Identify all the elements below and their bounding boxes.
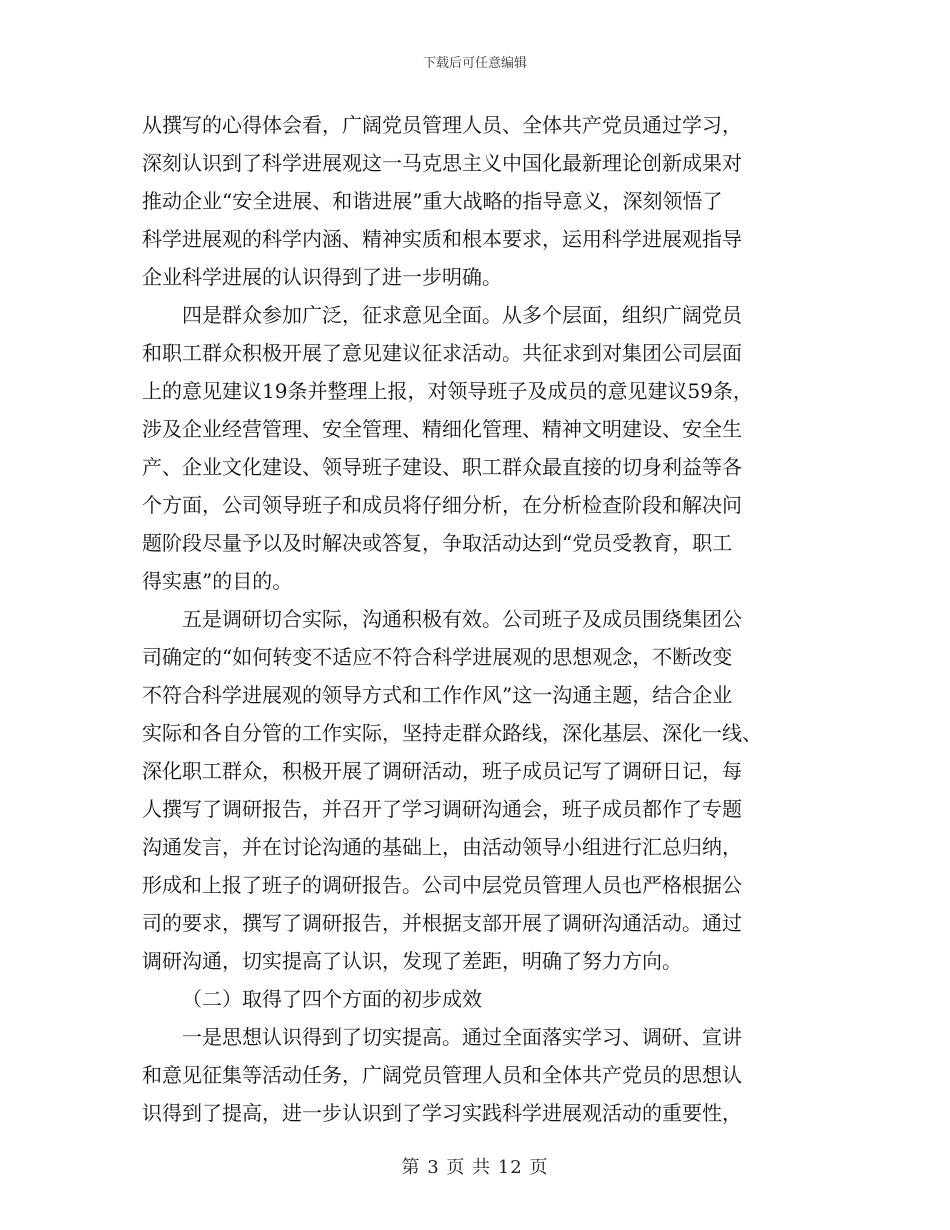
body-line: 个方面，公司领导班子和成员将仔细分析，在分析检查阶段和解决问 [142, 493, 742, 517]
body-line: 和意见征集等活动任务，广阔党员管理人员和全体共产党员的思想认 [142, 1063, 742, 1087]
body-line: 司的要求，撰写了调研报告，并根据支部开展了调研沟通活动。通过 [142, 911, 742, 935]
paragraph-start-line: 五是调研切合实际，沟通积极有效。公司班子及成员围绕集团公 [182, 607, 742, 631]
body-line: 深化职工群众，积极开展了调研活动，班子成员记写了调研日记，每 [142, 759, 742, 783]
body-line: 得实惠”的目的。 [142, 569, 293, 593]
body-line: 深刻认识到了科学进展观这一马克思主义中国化最新理论创新成果对 [142, 151, 742, 175]
body-line: 和职工群众积极开展了意见建议征求活动。共征求到对集团公司层面 [142, 341, 742, 365]
body-line: 上的意见建议19条并整理上报，对领导班子及成员的意见建议59条， [142, 379, 753, 403]
body-line: 产、企业文化建设、领导班子建设、职工群众最直接的切身利益等各 [142, 455, 742, 479]
body-line: 涉及企业经营管理、安全管理、精细化管理、精神文明建设、安全生 [142, 417, 742, 441]
body-line: 识得到了提高，进一步认识到了学习实践科学进展观活动的重要性， [142, 1101, 742, 1125]
page-header: 下载后可任意编辑 [422, 56, 527, 71]
body-line: 实际和各自分管的工作实际，坚持走群众路线，深化基层、深化一线、 [142, 721, 762, 745]
body-line: 企业科学进展的认识得到了进一步明确。 [142, 265, 502, 289]
body-line: 题阶段尽量予以及时解决或答复，争取活动达到“党员受教育，职工 [142, 531, 733, 555]
body-line: 调研沟通，切实提高了认识，发现了差距，明确了努力方向。 [142, 949, 682, 973]
body-line: 科学进展观的科学内涵、精神实质和根本要求，运用科学进展观指导 [142, 227, 742, 251]
paragraph-start-line: 四是群众参加广泛，征求意见全面。从多个层面，组织广阔党员 [182, 303, 742, 327]
body-line: 推动企业“安全进展、和谐进展”重大战略的指导意义，深刻领悟了 [142, 189, 723, 213]
paragraph-start-line: 一是思想认识得到了切实提高。通过全面落实学习、调研、宣讲 [182, 1025, 742, 1049]
section-heading: （二）取得了四个方面的初步成效 [182, 987, 482, 1011]
body-line: 形成和上报了班子的调研报告。公司中层党员管理人员也严格根据公 [142, 873, 742, 897]
document-body [142, 106, 812, 1132]
page-number-footer: 第 3 页 共 12 页 [401, 1157, 549, 1178]
body-line: 从撰写的心得体会看，广阔党员管理人员、全体共产党员通过学习， [142, 113, 742, 137]
body-line: 司确定的“如何转变不适应不符合科学进展观的思想观念，不断改变 [142, 645, 733, 669]
body-line: 沟通发言，并在讨论沟通的基础上，由活动领导小组进行汇总归纳， [142, 835, 742, 859]
body-line: 人撰写了调研报告，并召开了学习调研沟通会，班子成员都作了专题 [142, 797, 742, 821]
body-line: 不符合科学进展观的领导方式和工作作风”这一沟通主题，结合企业 [142, 683, 733, 707]
